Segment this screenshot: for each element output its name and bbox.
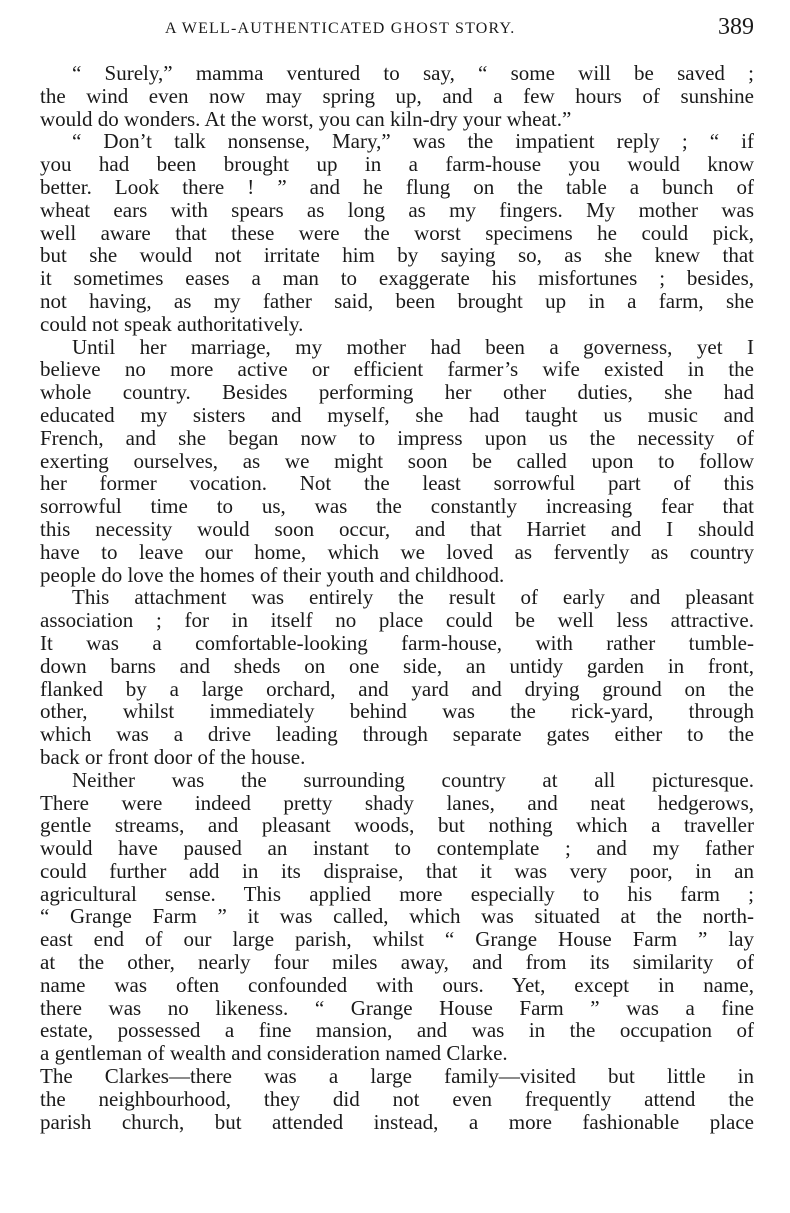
text-line: sorrowful time to us, was the constantly increasing fear that	[40, 494, 754, 519]
text-line: estate, possessed a fine mansion, and was in the occupation of	[40, 1018, 754, 1043]
text-line: wheat ears with spears as long as my fingers. My mother was	[40, 197, 754, 222]
text-line: whole country. Besides performing her other duties, she had	[40, 380, 754, 405]
text-line: could further add in its dispraise, that it was very poor, in an	[40, 858, 754, 883]
text-line: Until her marriage, my mother had been a governess, yet I	[72, 334, 754, 359]
text-line: French, and she began now to impress upon us the necessity of	[40, 425, 754, 450]
text-line: believe no more active or efficient farmer’s wife existed in the	[40, 357, 754, 382]
text-line: back or front door of the house.	[40, 744, 306, 769]
text-line: association ; for in itself no place could be well less attractive.	[40, 608, 754, 633]
text-line: the wind even now may spring up, and a few hours of sunshine	[40, 83, 754, 108]
book-page	[40, 12, 754, 1133]
text-line: exerting ourselves, as we might soon be called upon to follow	[40, 448, 754, 473]
text-line: It was a comfortable-looking farm-house, with rather tumble-	[40, 630, 754, 655]
text-line: could not speak authoritatively.	[40, 311, 304, 336]
text-line: which was a drive leading through separate gates either to the	[40, 722, 754, 747]
text-line: “ Surely,” mamma ventured to say, “ some will be saved ;	[72, 61, 754, 85]
text-line: a gentleman of wealth and consideration named Clarke.	[40, 1041, 508, 1066]
text-line: not having, as my father said, been brought up in a farm, she	[40, 288, 754, 313]
text-line: parish church, but attended instead, a more fashionable place	[40, 1109, 754, 1134]
text-line: there was no likeness. “ Grange House Farm ” was a fine	[40, 995, 754, 1020]
text-line: gentle streams, and pleasant woods, but nothing which a traveller	[40, 813, 754, 838]
body-text	[40, 62, 754, 1133]
text-line: other, whilst immediately behind was the rick-yard, through	[40, 699, 754, 724]
text-line: her former vocation. Not the least sorrowful part of this	[40, 471, 754, 496]
text-line: This attachment was entirely the result of early and pleasant	[72, 585, 754, 610]
text-line: you had been brought up in a farm-house you would know	[40, 152, 754, 177]
text-line: The Clarkes—there was a large family—visited but little in	[40, 1064, 754, 1089]
text-line: “ Grange Farm ” it was called, which was situated at the north-	[40, 904, 754, 929]
text-line: better. Look there ! ” and he flung on the table a bunch of	[40, 174, 754, 199]
text-line: down barns and sheds on one side, an untidy garden in front,	[40, 653, 754, 678]
page-number: 389	[718, 14, 754, 40]
text-line: have to leave our home, which we loved as fervently as country	[40, 539, 754, 564]
text-line: educated my sisters and myself, she had taught us music and	[40, 402, 754, 427]
text-line: people do love the homes of their youth and childhood.	[40, 562, 505, 587]
running-title: A WELL-AUTHENTICATED GHOST STORY.	[165, 20, 516, 37]
text-line: well aware that these were the worst specimens he could pick,	[40, 220, 754, 245]
text-line: There were indeed pretty shady lanes, and neat hedgerows,	[40, 790, 754, 815]
running-head	[40, 12, 754, 52]
text-line: east end of our large parish, whilst “ Grange House Farm ” lay	[40, 927, 754, 952]
text-line: the neighbourhood, they did not even frequently attend the	[40, 1086, 754, 1111]
text-line: would do wonders. At the worst, you can kiln-dry your wheat.”	[40, 106, 572, 131]
text-line: Neither was the surrounding country at all picturesque.	[72, 767, 754, 792]
text-line: “ Don’t talk nonsense, Mary,” was the impatient reply ; “ if	[72, 129, 754, 154]
text-line: agricultural sense. This applied more especially to his farm ;	[40, 881, 754, 906]
text-line: at the other, nearly four miles away, and from its similarity of	[40, 950, 754, 975]
text-line: this necessity would soon occur, and that Harriet and I should	[40, 516, 754, 541]
text-line: would have paused an instant to contemplate ; and my father	[40, 836, 754, 861]
text-line: flanked by a large orchard, and yard and drying ground on the	[40, 676, 754, 701]
text-line: but she would not irritate him by saying so, as she knew that	[40, 243, 754, 268]
text-line: name was often confounded with ours. Yet, except in name,	[40, 972, 754, 997]
text-line: it sometimes eases a man to exaggerate his misfortunes ; besides,	[40, 266, 754, 291]
